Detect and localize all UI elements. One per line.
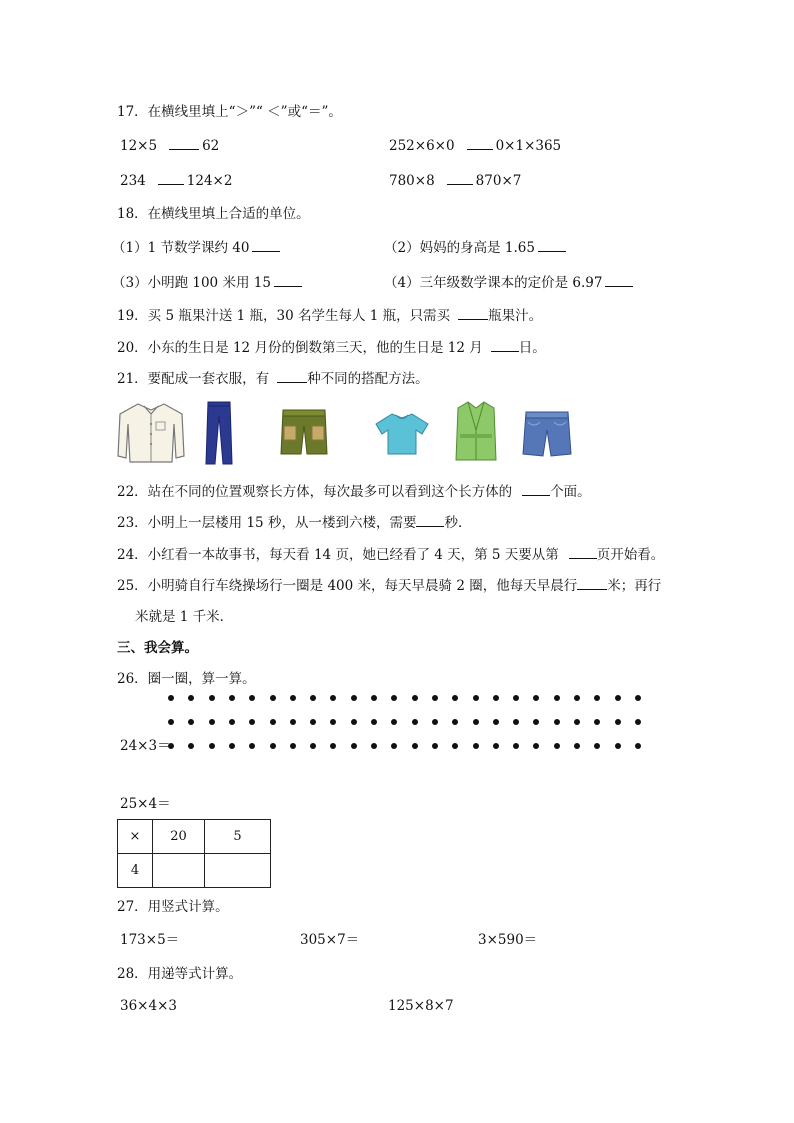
q17-expr-a: 252×6×0 [389,138,455,154]
q25-text: 25．小明骑自行车绕操场行一圈是 400 米，每天早晨骑 2 圈，他每天早晨行 [117,578,578,594]
dot [371,695,377,701]
dot [188,719,194,725]
answer-blank[interactable] [158,172,184,185]
white-shirt-icon [116,400,186,464]
dot [249,695,255,701]
answer-blank[interactable] [538,239,566,252]
dot [290,695,296,701]
dot [635,719,641,725]
dot [473,743,479,749]
dot [615,695,621,701]
table-cell: 20 [153,820,205,854]
q26-expr2: 25×4＝ [120,796,171,812]
q21-text: 21．要配成一套衣服，有 [117,371,270,387]
answer-blank[interactable] [605,274,633,287]
q17-expr-b: 124×2 [186,173,233,189]
q24-text-end: 页开始看。 [596,547,665,563]
dot [249,743,255,749]
green-coat-icon [454,400,498,464]
dot [412,719,418,725]
q17-title: 17．在横线里填上“＞”“ ＜”或“＝”。 [117,104,342,120]
table-cell: 4 [118,854,153,888]
dot [229,719,235,725]
q17-expr-b: 62 [202,138,220,154]
q28-expr: 125×8×7 [388,998,454,1014]
q17-row2-right [389,172,521,190]
q18-item1 [112,239,283,257]
blue-tshirt-icon [374,412,430,456]
dot [188,743,194,749]
q27-expr: 305×7＝ [300,932,360,948]
dot [229,743,235,749]
dot [513,743,519,749]
dot [270,695,276,701]
dot [594,743,600,749]
q19-text-end: 瓶果汁。 [488,308,543,324]
answer-blank[interactable] [577,577,607,590]
dot [290,719,296,725]
dot [391,695,397,701]
dot [270,719,276,725]
dot [493,695,499,701]
dot [209,719,215,725]
q22-text: 22．站在不同的位置观察长方体，每次最多可以看到这个长方体的 [117,484,513,500]
dot [270,743,276,749]
q17-row1-left [120,137,219,155]
navy-trousers-icon [202,400,236,466]
dot [209,743,215,749]
answer-blank[interactable] [416,514,444,527]
q18-item1-text: （1）1 节数学课约 40 [112,240,250,256]
q18-item3-text: （3）小明跑 100 米用 15 [112,275,271,291]
answer-blank[interactable] [447,172,473,185]
dot [493,743,499,749]
q26-title: 26．圈一圈，算一算。 [117,671,256,687]
dot [533,719,539,725]
dot [371,719,377,725]
answer-blank[interactable] [467,137,493,150]
dot [330,743,336,749]
dot [635,695,641,701]
q17-expr-b: 870×7 [475,173,522,189]
dot [371,743,377,749]
dot [351,719,357,725]
dot [615,743,621,749]
answer-blank[interactable] [569,546,597,559]
dot [594,719,600,725]
denim-shorts-icon [522,410,572,458]
q20 [117,339,546,357]
dot [493,719,499,725]
dot [168,719,174,725]
q24-text: 24．小红看一本故事书，每天看 14 页，她已经看了 4 天，第 5 天要从第 [117,547,559,563]
answer-blank[interactable] [169,137,199,150]
dot [330,695,336,701]
q17-expr-a: 12×5 [120,138,158,154]
dot [594,695,600,701]
dot [615,719,621,725]
answer-blank[interactable] [522,483,550,496]
dot [310,695,316,701]
q22 [117,483,591,501]
q18-item4-text: （4）三年级数学课本的定价是 6.97 [384,275,603,291]
table-cell: × [118,820,153,854]
dot [513,719,519,725]
q18-item2 [384,239,569,257]
dot [249,719,255,725]
multiplication-table [117,819,271,888]
dot [188,695,194,701]
q21 [117,370,429,388]
olive-cargo-shorts-icon [280,408,328,456]
dot [554,695,560,701]
q27-expr: 173×5＝ [120,932,180,948]
clothing-images [116,400,586,466]
q25-line2 [135,608,233,626]
dot [513,695,519,701]
q17-row2-left [120,172,232,190]
section-heading: 三、我会算。 [117,640,198,656]
dot [391,719,397,725]
q19-text: 19．买 5 瓶果汁送 1 瓶，30 名学生每人 1 瓶，只需买 [117,308,451,324]
q17-expr-b: 0×1×365 [495,138,562,154]
answer-blank[interactable] [458,307,488,320]
q20-text: 20．小东的生日是 12 月份的倒数第三天，他的生日是 12 月 [117,340,483,356]
answer-blank[interactable] [274,274,302,287]
dot [574,743,580,749]
table-cell: 5 [205,820,271,854]
dot [574,695,580,701]
dot [554,743,560,749]
q25-text-mid: 米；再行 [607,578,662,594]
dot [209,695,215,701]
dot [391,743,397,749]
answer-blank[interactable] [252,239,280,252]
q18-title: 18．在横线里填上合适的单位。 [117,206,310,222]
q19 [117,307,542,325]
answer-blank[interactable] [277,370,307,383]
dot [330,719,336,725]
q27-expr: 3×590＝ [478,932,538,948]
dot [412,695,418,701]
dot [432,719,438,725]
dot-grid [166,690,660,756]
dot [432,695,438,701]
q26-expr1: 24×3＝ [120,738,171,754]
dot [574,719,580,725]
q22-text-end: 个面。 [550,484,591,500]
q21-text-end: 种不同的搭配方法。 [307,371,429,387]
dot [452,743,458,749]
dot [168,695,174,701]
dot [452,719,458,725]
dot [432,743,438,749]
q17-row1-right [389,137,561,155]
q17-expr-a: 780×8 [389,173,435,189]
dot [412,743,418,749]
dot [351,743,357,749]
q18-item4 [384,274,636,292]
dot [310,719,316,725]
q24 [117,546,664,564]
table-input-cell[interactable] [205,854,271,888]
dot [290,743,296,749]
table-input-cell[interactable] [153,854,205,888]
q25-text-end: 米就是 1 千米． [135,609,234,625]
q23 [117,514,471,532]
q23-text-end: 秒． [444,515,472,531]
q28-title: 28．用递等式计算。 [117,966,243,982]
q20-text-end: 日。 [518,340,546,356]
q17-expr-a: 234 [120,173,146,189]
q27-title: 27．用竖式计算。 [117,899,229,915]
q28-expr: 36×4×3 [120,998,177,1014]
q23-text: 23．小明上一层楼用 15 秒，从一楼到六楼，需要 [117,515,417,531]
dot [533,743,539,749]
dot [533,695,539,701]
q18-item3 [112,274,305,292]
q25 [117,577,661,595]
dot [452,695,458,701]
dot [473,719,479,725]
dot [554,719,560,725]
q18-item2-text: （2）妈妈的身高是 1.65 [384,240,535,256]
dot [229,695,235,701]
dot [635,743,641,749]
answer-blank[interactable] [491,339,519,352]
dot [310,743,316,749]
dot [473,695,479,701]
dot [351,695,357,701]
